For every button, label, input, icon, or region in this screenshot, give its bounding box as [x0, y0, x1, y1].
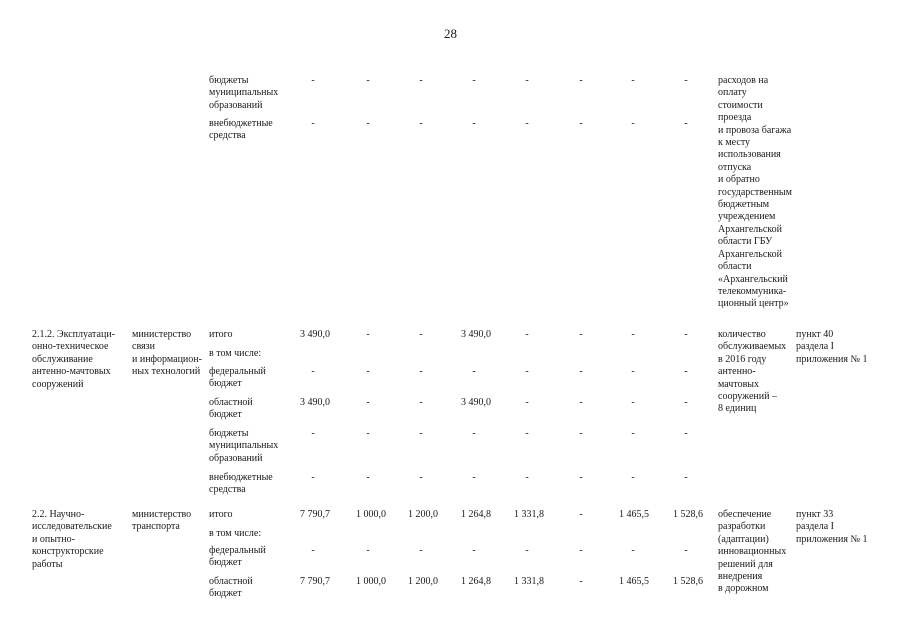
cell-value: -: [419, 118, 423, 129]
cell-value: -: [472, 75, 476, 86]
cell-value: -: [631, 428, 635, 439]
cell-value: -: [579, 472, 583, 483]
cell-value: -: [472, 545, 476, 556]
cell-value: -: [311, 75, 315, 86]
funding-source-municipal: бюджеты муниципальных образований: [209, 75, 279, 111]
expected-result: количество обслуживаемых в 2016 году антенно- мачтовых сооружений – 8 единиц: [718, 329, 787, 415]
page-number: 28: [444, 26, 457, 41]
cell-value: 1 331,8: [514, 576, 544, 587]
expected-result: обеспечение разработки (адаптации) инновационных решений для внедрения в дорожном: [718, 509, 787, 595]
cell-value: -: [366, 329, 370, 340]
funding-source-including: в том числе:: [209, 348, 262, 359]
cell-value: 3 490,0: [461, 329, 491, 340]
cell-value: -: [631, 366, 635, 377]
reference: пункт 33 раздела I приложения № 1: [796, 509, 868, 545]
cell-value: -: [311, 366, 315, 377]
cell-value: 3 490,0: [461, 397, 491, 408]
funding-source-municipal: бюджеты муниципальных образований: [209, 428, 279, 464]
cell-value: -: [579, 397, 583, 408]
cell-value: -: [579, 545, 583, 556]
cell-value: -: [311, 118, 315, 129]
cell-value: -: [472, 428, 476, 439]
cell-value: 1 000,0: [356, 576, 386, 587]
cell-value: -: [419, 545, 423, 556]
cell-value: -: [311, 545, 315, 556]
funding-source-federal: федеральный бюджет: [209, 366, 266, 390]
funding-source-including: в том числе:: [209, 528, 262, 539]
cell-value: -: [419, 428, 423, 439]
cell-value: 1 264,8: [461, 509, 491, 520]
cell-value: 1 331,8: [514, 509, 544, 520]
activity-title-2-2: 2.2. Научно- исследовательские и опытно- конструкторские работы: [32, 509, 112, 570]
cell-value: -: [366, 545, 370, 556]
cell-value: -: [525, 75, 529, 86]
cell-value: -: [311, 472, 315, 483]
cell-value: -: [419, 329, 423, 340]
cell-value: -: [366, 472, 370, 483]
cell-value: -: [366, 428, 370, 439]
cell-value: 7 790,7: [300, 509, 330, 520]
funding-source-total: итого: [209, 329, 233, 340]
funding-source-total: итого: [209, 509, 233, 520]
cell-value: -: [525, 397, 529, 408]
executor: министерство связи и информацион- ных технологий: [132, 329, 202, 378]
cell-value: 7 790,7: [300, 576, 330, 587]
cell-value: 1 465,5: [619, 576, 649, 587]
reference: пункт 40 раздела I приложения № 1: [796, 329, 868, 365]
cell-value: 1 264,8: [461, 576, 491, 587]
cell-value: 1 000,0: [356, 509, 386, 520]
cell-value: -: [579, 118, 583, 129]
cell-value: -: [579, 329, 583, 340]
cell-value: -: [525, 428, 529, 439]
cell-value: -: [366, 397, 370, 408]
cell-value: 1 528,6: [673, 509, 703, 520]
cell-value: -: [684, 545, 688, 556]
cell-value: -: [631, 75, 635, 86]
cell-value: -: [419, 397, 423, 408]
cell-value: -: [631, 397, 635, 408]
cell-value: -: [579, 509, 583, 520]
cell-value: -: [472, 472, 476, 483]
cell-value: 1 465,5: [619, 509, 649, 520]
cell-value: -: [366, 75, 370, 86]
cell-value: -: [525, 118, 529, 129]
funding-source-regional: областной бюджет: [209, 397, 253, 421]
cell-value: -: [579, 75, 583, 86]
cell-value: 3 490,0: [300, 397, 330, 408]
funding-source-extrabudgetary: внебюджетные средства: [209, 472, 273, 496]
cell-value: -: [631, 472, 635, 483]
cell-value: -: [525, 545, 529, 556]
cell-value: -: [419, 366, 423, 377]
cell-value: -: [684, 118, 688, 129]
cell-value: -: [684, 472, 688, 483]
funding-source-regional: областной бюджет: [209, 576, 253, 600]
executor: министерство транспорта: [132, 509, 192, 533]
cell-value: -: [525, 472, 529, 483]
cell-value: -: [684, 397, 688, 408]
cell-value: -: [579, 366, 583, 377]
cell-value: -: [419, 472, 423, 483]
cell-value: -: [472, 118, 476, 129]
cell-value: 3 490,0: [300, 329, 330, 340]
cell-value: -: [525, 329, 529, 340]
expected-result: расходов на оплату стоимости проезда и провоза багажа к месту использования отпуска и обратно государственным бюджетным учреждением Архангельской области ГБУ Архангельской области «Архангельский телекоммуника- ционный центр»: [718, 75, 792, 310]
cell-value: -: [472, 366, 476, 377]
cell-value: -: [631, 545, 635, 556]
cell-value: -: [631, 329, 635, 340]
cell-value: -: [419, 75, 423, 86]
cell-value: -: [684, 75, 688, 86]
cell-value: -: [311, 428, 315, 439]
activity-title-2-1-2: 2.1.2. Эксплуатаци- онно-техническое обслуживание антенно-мачтовых сооружений: [32, 329, 116, 390]
cell-value: -: [366, 366, 370, 377]
cell-value: -: [631, 118, 635, 129]
cell-value: 1 200,0: [408, 509, 438, 520]
cell-value: -: [579, 428, 583, 439]
cell-value: -: [684, 329, 688, 340]
cell-value: -: [525, 366, 529, 377]
funding-source-federal: федеральный бюджет: [209, 545, 266, 569]
cell-value: -: [684, 366, 688, 377]
cell-value: 1 200,0: [408, 576, 438, 587]
cell-value: 1 528,6: [673, 576, 703, 587]
cell-value: -: [366, 118, 370, 129]
cell-value: -: [684, 428, 688, 439]
funding-source-extrabudgetary: внебюджетные средства: [209, 118, 273, 142]
cell-value: -: [579, 576, 583, 587]
